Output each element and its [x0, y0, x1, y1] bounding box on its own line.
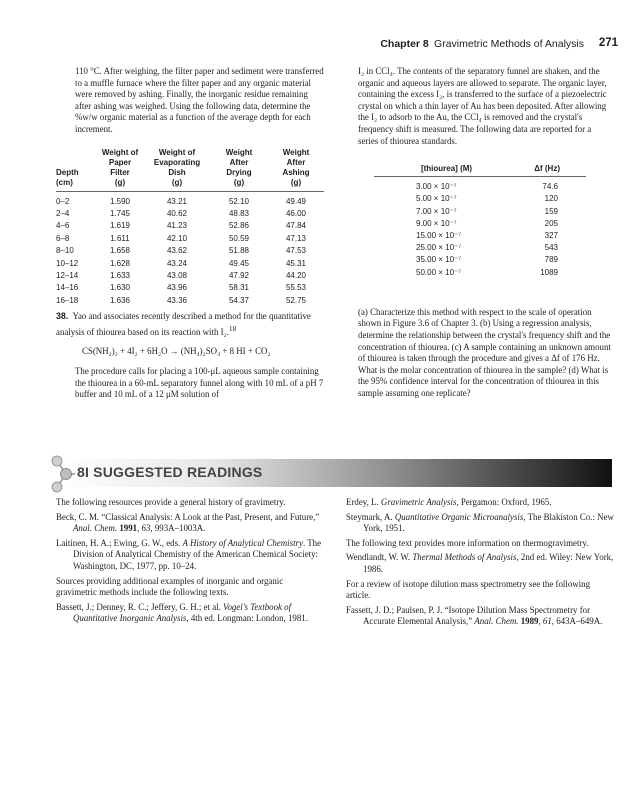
table-cell: 327: [544, 230, 558, 240]
readings-lead: The following text provides more information on thermogravimetry.: [346, 537, 589, 548]
table-cell: 74.6: [542, 182, 558, 192]
column-header: [56, 148, 96, 158]
column-header: (g): [268, 178, 324, 192]
table-row: [56, 295, 324, 307]
reference-item: Beck, C. M. “Classical Analysis: A Look at the Past, Present, and Future,” Anal. Chem. 1991, 63, 993A–1003A.: [56, 511, 320, 534]
column-header: After: [286, 157, 306, 167]
procedure-paragraph: The procedure calls for placing a 100-μL aqueous sample containing the thiourea in a 60-mL separatory funnel along with 10 mL of a pH 7 buffer and 10 mL of a 12 μM solution of: [75, 365, 324, 400]
table-cell: 159: [544, 206, 558, 216]
table-row: [56, 245, 324, 257]
page-number: 271: [598, 37, 618, 49]
table-cell: 50.59: [228, 233, 250, 243]
sediment-data-table: [56, 148, 324, 308]
table-cell: 25.00 × 10⁻⁷: [416, 243, 462, 253]
column-header: Weight of: [101, 147, 139, 157]
table-cell: 43.24: [166, 258, 188, 268]
table-cell: 43.36: [166, 295, 188, 305]
column-header: (cm): [56, 178, 96, 192]
column-header: [56, 158, 96, 168]
table-cell: 49.49: [285, 196, 307, 206]
table-cell: 35.00 × 10⁻⁷: [416, 255, 462, 265]
table-cell: 1.658: [109, 246, 131, 256]
table-cell: 55.53: [285, 283, 307, 293]
table-row: [374, 230, 586, 242]
thiourea-header: [thiourea] (M): [374, 161, 507, 177]
column-header: Paper: [108, 157, 132, 167]
section-title: 8I SUGGESTED READINGS: [77, 464, 263, 480]
chapter-heading: Chapter 8 Gravimetric Methods of Analysis: [380, 38, 584, 50]
continuation-paragraph: I₂ in CCl₄. The contents of the separatory funnel are shaken, and the organic and aqueous layers are allowed to separate. The organic layer, containing the excess I₂, is transferred to the surface of a piezoelectric crystal on which a thin layer of Au has been deposited. After allowing the I₂ to adsorb to the Au, the CCl₄ is removed and the crystal's frequency shift is measured. The following data are reported for a series of thiourea standards.: [358, 66, 607, 146]
table-cell: 43.62: [166, 246, 188, 256]
reference-item: Fassett, J. D.; Paulsen, P. J. “Isotope Dilution Mass Spectrometry for Accurate Elemental Analysis,” Anal. Chem. 1989, 61, 643A–649A.: [346, 604, 603, 627]
table-row: [56, 258, 324, 270]
table-cell: 47.92: [228, 271, 250, 280]
table-cell: 16–18: [56, 295, 79, 305]
readings-lead: The following resources provide a general history of gravimetry.: [56, 497, 286, 507]
table-cell: 1.628: [109, 258, 131, 268]
table-row: [374, 242, 586, 254]
table-row: [374, 254, 586, 266]
table-row: [374, 177, 586, 194]
table-cell: 44.20: [285, 271, 307, 280]
reference-item: Erdey, L. Gravimetric Analysis, Pergamon: Oxford, 1965.: [346, 497, 552, 507]
right-column: [358, 66, 613, 400]
table-cell: 789: [544, 255, 558, 265]
table-cell: 43.21: [166, 196, 188, 206]
table-cell: 51.88: [228, 246, 250, 256]
reference-item: Steymark, A. Quantitative Organic Microanalysis, The Blakiston Co.: New York, 1951.: [346, 511, 614, 534]
table-cell: 9.00 × 10⁻⁷: [416, 218, 457, 228]
table-cell: 47.53: [285, 246, 307, 256]
column-header: (g): [96, 178, 144, 192]
column-header: Depth: [56, 167, 79, 177]
column-header: Filter: [110, 167, 130, 177]
table-cell: 52.10: [228, 196, 250, 206]
table-cell: 543: [544, 243, 558, 253]
table-cell: 1.619: [109, 221, 131, 231]
table-row: [56, 191, 324, 208]
column-header: (g): [144, 178, 210, 192]
readings-lead: Sources providing additional examples of inorganic and organic gravimetric methods include the following texts.: [56, 575, 284, 598]
readings-lead: For a review of isotope dilution mass spectrometry see the following article.: [346, 578, 591, 601]
table-cell: 0–2: [56, 196, 70, 206]
table-cell: 1.611: [110, 233, 130, 243]
table-cell: 1.633: [109, 271, 131, 280]
table-cell: 7.00 × 10⁻⁷: [416, 206, 457, 216]
table-cell: 45.31: [285, 258, 307, 268]
table-cell: 8–10: [56, 246, 74, 256]
table-cell: 46.00: [285, 208, 307, 218]
table-row: [374, 218, 586, 230]
table-row: [56, 282, 324, 294]
table-cell: 49.45: [228, 258, 250, 268]
section-banner: [56, 459, 612, 487]
readings-left-column: [56, 497, 324, 628]
table-cell: 1.630: [109, 283, 131, 293]
table-row: [56, 220, 324, 232]
questions-paragraph: (a) Characterize this method with respect to the scale of operation shown in Figure 3.6 of Chapter 3. (b) Using a regression analysis, determine the relationship between the crystal's frequency shift and the concentration of thiourea. (c) A sample containing an unknown amount of thiourea is taken through the procedure and gives a Δf of 176 Hz. What is the molar concentration of thiourea in the sample? (d) What is the 95% confidence interval for the concentration of thiourea in this sample assuming one replicate?: [358, 306, 611, 398]
table-row: [56, 270, 324, 282]
reference-item: Laitinen, H. A.; Ewing, G. W., eds. A History of Analytical Chemistry. The Division of Analytical Chemistry of the American Chemical Society: Washington, DC, 1977, pp. 10–24.: [56, 537, 322, 571]
table-row: [374, 193, 586, 205]
problem-38: 38. Yao and associates recently described a method for the quantitative analysis of thiourea based on its reaction with I₂.$^{18}$: [56, 311, 311, 337]
table-cell: 42.10: [166, 233, 188, 243]
molecule-icon: [48, 452, 78, 496]
table-cell: 50.00 × 10⁻⁷: [416, 267, 462, 277]
reference-item: Bassett, J.; Denney, R. C.; Jeffery, G. H.; et al. Vogel’s Textbook of Quantitative Inorganic Analysis, 4th ed. Longman: London, 1981.: [56, 601, 308, 624]
footnote-ref: 18: [228, 323, 237, 333]
table-cell: 47.13: [285, 233, 307, 243]
table-cell: 2–4: [56, 208, 70, 218]
table-cell: 43.08: [166, 271, 188, 280]
column-header: After: [229, 157, 249, 167]
table-cell: 40.62: [166, 208, 188, 218]
table-cell: 54.37: [228, 295, 250, 305]
table-cell: 5.00 × 10⁻⁷: [416, 194, 457, 204]
table-cell: 14–16: [56, 283, 79, 293]
readings-right-column: [346, 497, 614, 631]
table-cell: 1.590: [109, 196, 131, 206]
table-cell: 1089: [540, 267, 558, 277]
table-cell: 47.84: [285, 221, 307, 231]
thiourea-table: [374, 161, 586, 279]
table-cell: 58.31: [228, 283, 250, 293]
table-cell: 3.00 × 10⁻⁷: [416, 182, 457, 192]
table-cell: 10–12: [56, 258, 79, 268]
column-header: Drying: [226, 167, 252, 177]
table-cell: 12–14: [56, 271, 79, 280]
table-cell: 52.86: [228, 221, 250, 231]
running-header: [0, 38, 640, 52]
column-header: Weight of: [158, 147, 196, 157]
table-cell: 43.96: [166, 283, 188, 293]
column-header: Weight: [225, 147, 253, 157]
table-cell: 1.745: [109, 208, 131, 218]
table-cell: 205: [544, 218, 558, 228]
table-cell: 120: [544, 194, 558, 204]
intro-paragraph: 110 °C. After weighing, the filter paper and sediment were transferred to a muffle furnace where the filter paper and any organic material were removed by ashing. Finally, the inorganic residue remaining after ashing was weighed. Using the following data, determine the %w/w organic material as a function of the average depth for each increment.: [75, 66, 324, 134]
table-cell: 52.75: [285, 295, 307, 305]
table-cell: 4–6: [56, 221, 70, 231]
column-header: Weight: [282, 147, 310, 157]
reaction-equation: CS(NH₂)₂ + 4I₂ + 6H₂O → (NH₄)₂SO₄ + 8 HI + CO₂: [82, 346, 271, 357]
frequency-header: Δf (Hz): [507, 161, 586, 177]
table-cell: 41.23: [166, 221, 188, 231]
column-header: Ashing: [282, 167, 310, 177]
table-row: [56, 208, 324, 220]
table-row: [374, 206, 586, 218]
problem-number: 38.: [56, 311, 69, 322]
table-cell: 6–8: [56, 233, 70, 243]
left-column: [56, 66, 324, 401]
table-cell: 1.636: [109, 295, 131, 305]
column-header: (g): [210, 178, 268, 192]
table-cell: 15.00 × 10⁻⁷: [416, 230, 462, 240]
table-row: [374, 267, 586, 279]
table-cell: 48.83: [228, 208, 250, 218]
table-row: [56, 233, 324, 245]
reference-item: Wendlandt, W. W. Thermal Methods of Analysis, 2nd ed. Wiley: New York, 1986.: [346, 552, 614, 574]
column-header: Evaporating: [153, 157, 201, 167]
column-header: Dish: [168, 167, 186, 177]
